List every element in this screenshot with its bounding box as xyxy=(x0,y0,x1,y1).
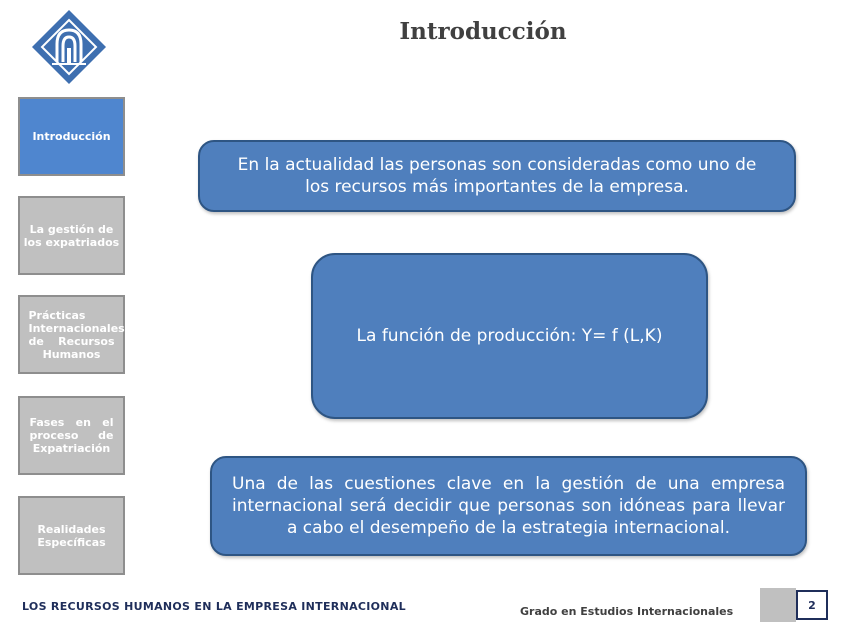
content-box-cuestiones-clave xyxy=(210,456,807,556)
nav-item-introduccion[interactable] xyxy=(18,97,125,176)
nav-item-practicas-internacionales[interactable] xyxy=(18,295,125,374)
content-text: En la actualidad las personas son consideradas como uno de los recursos más importantes de la empresa. xyxy=(237,155,757,197)
page-number-decoration xyxy=(760,588,796,622)
nav-item-gestion-expatriados[interactable] xyxy=(18,196,125,275)
university-logo-icon xyxy=(30,8,108,86)
content-text: La función de producción: Y= f (L,K) xyxy=(356,326,663,346)
nav-item-label: La gestión de los expatriados xyxy=(23,222,120,249)
content-box-funcion-produccion xyxy=(311,253,708,419)
nav-item-fases-expatriacion[interactable] xyxy=(18,396,125,475)
page-title: Introducción xyxy=(399,18,567,45)
nav-item-realidades-especificas[interactable] xyxy=(18,496,125,575)
content-text: Una de las cuestiones clave en la gestión de una empresa internacional será decidir que personas son idóneas para llevar a cabo el desempeño de la estrategia internacional. xyxy=(232,474,785,538)
content-box-personas xyxy=(198,140,796,212)
nav-item-label: Fases en el proceso de Expatriación xyxy=(29,416,114,455)
footer-course-title: LOS RECURSOS HUMANOS EN LA EMPRESA INTERNACIONAL xyxy=(22,600,406,613)
nav-item-label: Prácticas Internacionales de Recursos Humanos xyxy=(28,308,125,361)
page-number: 2 xyxy=(796,590,828,620)
nav-item-label: Introducción xyxy=(32,130,111,143)
footer-degree-name: Grado en Estudios Internacionales xyxy=(520,605,734,618)
nav-item-label: Realidades Específicas xyxy=(37,522,106,549)
